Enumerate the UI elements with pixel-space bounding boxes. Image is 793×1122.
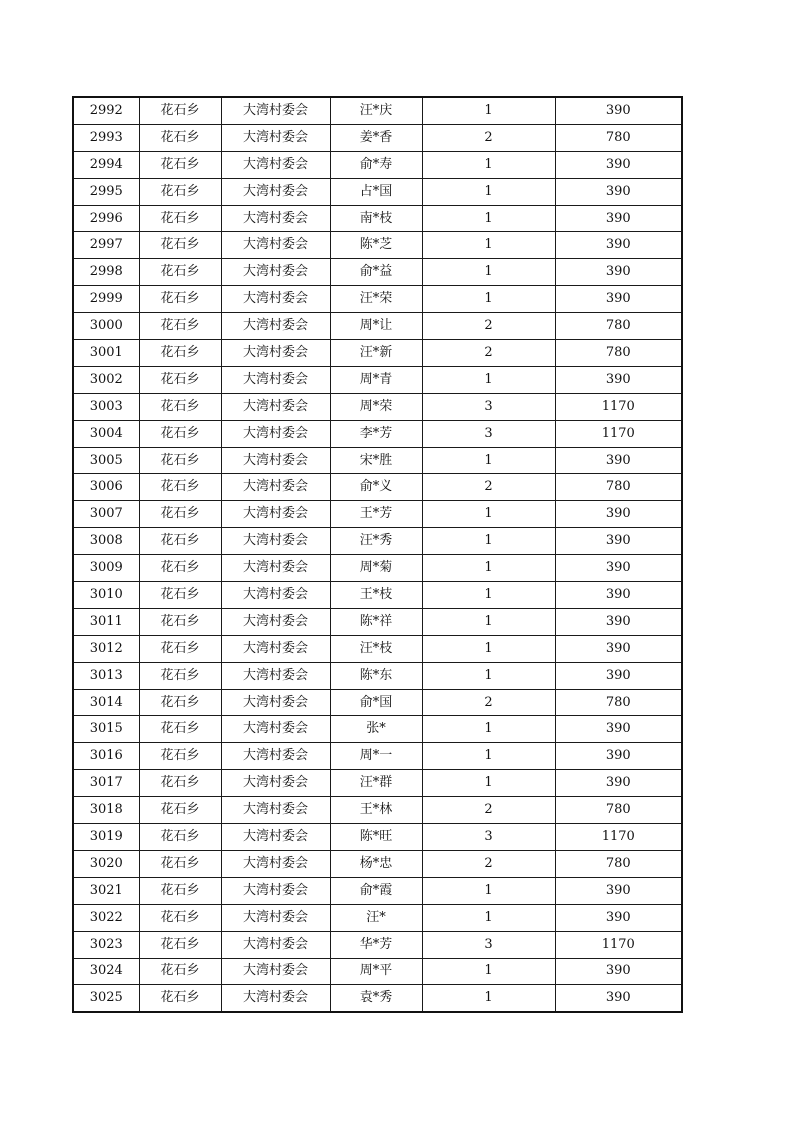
household-count-cell: 2 [422, 850, 555, 877]
name-cell: 俞*国 [330, 689, 422, 716]
village-committee-cell: 大湾村委会 [221, 770, 330, 797]
amount-cell: 390 [555, 743, 682, 770]
name-cell: 周*一 [330, 743, 422, 770]
township-cell: 花石乡 [139, 716, 221, 743]
household-count-cell: 3 [422, 420, 555, 447]
amount-cell: 390 [555, 528, 682, 555]
table-row [73, 151, 682, 178]
township-cell: 花石乡 [139, 877, 221, 904]
household-count-cell: 2 [422, 340, 555, 367]
table-row [73, 608, 682, 635]
township-cell: 花石乡 [139, 97, 221, 124]
table-row [73, 877, 682, 904]
household-count-cell: 1 [422, 555, 555, 582]
table-row [73, 366, 682, 393]
village-committee-cell: 大湾村委会 [221, 474, 330, 501]
township-cell: 花石乡 [139, 178, 221, 205]
table-row [73, 797, 682, 824]
amount-cell: 390 [555, 635, 682, 662]
name-cell: 姜*香 [330, 124, 422, 151]
village-committee-cell: 大湾村委会 [221, 662, 330, 689]
name-cell: 杨*忠 [330, 850, 422, 877]
table-row [73, 259, 682, 286]
village-committee-cell: 大湾村委会 [221, 877, 330, 904]
row-number-cell: 3002 [73, 366, 139, 393]
table-row [73, 850, 682, 877]
name-cell: 张* [330, 716, 422, 743]
household-count-cell: 1 [422, 716, 555, 743]
township-cell: 花石乡 [139, 474, 221, 501]
household-count-cell: 1 [422, 151, 555, 178]
amount-cell: 390 [555, 877, 682, 904]
amount-cell: 1170 [555, 931, 682, 958]
row-number-cell: 3006 [73, 474, 139, 501]
household-count-cell: 1 [422, 178, 555, 205]
village-committee-cell: 大湾村委会 [221, 259, 330, 286]
township-cell: 花石乡 [139, 420, 221, 447]
household-count-cell: 1 [422, 770, 555, 797]
household-count-cell: 1 [422, 904, 555, 931]
row-number-cell: 3016 [73, 743, 139, 770]
amount-cell: 390 [555, 608, 682, 635]
village-committee-cell: 大湾村委会 [221, 205, 330, 232]
amount-cell: 390 [555, 501, 682, 528]
row-number-cell: 3001 [73, 340, 139, 367]
household-count-cell: 1 [422, 662, 555, 689]
name-cell: 周*菊 [330, 555, 422, 582]
township-cell: 花石乡 [139, 286, 221, 313]
name-cell: 汪*秀 [330, 528, 422, 555]
row-number-cell: 3000 [73, 313, 139, 340]
table-row [73, 447, 682, 474]
village-committee-cell: 大湾村委会 [221, 97, 330, 124]
amount-cell: 390 [555, 582, 682, 609]
township-cell: 花石乡 [139, 259, 221, 286]
row-number-cell: 2992 [73, 97, 139, 124]
township-cell: 花石乡 [139, 797, 221, 824]
amount-cell: 390 [555, 904, 682, 931]
village-committee-cell: 大湾村委会 [221, 824, 330, 851]
amount-cell: 390 [555, 366, 682, 393]
name-cell: 李*芳 [330, 420, 422, 447]
household-count-cell: 1 [422, 635, 555, 662]
village-committee-cell: 大湾村委会 [221, 420, 330, 447]
table-row [73, 716, 682, 743]
table-row [73, 931, 682, 958]
row-number-cell: 3024 [73, 958, 139, 985]
household-count-cell: 1 [422, 232, 555, 259]
township-cell: 花石乡 [139, 447, 221, 474]
household-count-cell: 2 [422, 689, 555, 716]
amount-cell: 390 [555, 232, 682, 259]
table-row [73, 985, 682, 1012]
table-row [73, 958, 682, 985]
row-number-cell: 2993 [73, 124, 139, 151]
village-committee-cell: 大湾村委会 [221, 985, 330, 1012]
table-row [73, 313, 682, 340]
township-cell: 花石乡 [139, 635, 221, 662]
household-count-cell: 1 [422, 582, 555, 609]
row-number-cell: 3011 [73, 608, 139, 635]
table-row [73, 689, 682, 716]
row-number-cell: 3007 [73, 501, 139, 528]
township-cell: 花石乡 [139, 528, 221, 555]
amount-cell: 780 [555, 474, 682, 501]
table-row [73, 205, 682, 232]
row-number-cell: 2999 [73, 286, 139, 313]
household-count-cell: 1 [422, 501, 555, 528]
roster-table-body [73, 97, 682, 1012]
row-number-cell: 3013 [73, 662, 139, 689]
row-number-cell: 3021 [73, 877, 139, 904]
township-cell: 花石乡 [139, 958, 221, 985]
amount-cell: 390 [555, 286, 682, 313]
township-cell: 花石乡 [139, 501, 221, 528]
name-cell: 俞*寿 [330, 151, 422, 178]
amount-cell: 390 [555, 447, 682, 474]
household-count-cell: 2 [422, 474, 555, 501]
township-cell: 花石乡 [139, 850, 221, 877]
township-cell: 花石乡 [139, 393, 221, 420]
township-cell: 花石乡 [139, 582, 221, 609]
household-count-cell: 3 [422, 824, 555, 851]
amount-cell: 390 [555, 958, 682, 985]
township-cell: 花石乡 [139, 232, 221, 259]
table-row [73, 286, 682, 313]
household-count-cell: 1 [422, 97, 555, 124]
row-number-cell: 3009 [73, 555, 139, 582]
township-cell: 花石乡 [139, 985, 221, 1012]
village-committee-cell: 大湾村委会 [221, 393, 330, 420]
household-count-cell: 1 [422, 958, 555, 985]
township-cell: 花石乡 [139, 340, 221, 367]
name-cell: 陈*芝 [330, 232, 422, 259]
table-row [73, 555, 682, 582]
table-row [73, 662, 682, 689]
row-number-cell: 3004 [73, 420, 139, 447]
amount-cell: 390 [555, 555, 682, 582]
amount-cell: 390 [555, 259, 682, 286]
village-committee-cell: 大湾村委会 [221, 555, 330, 582]
row-number-cell: 3005 [73, 447, 139, 474]
row-number-cell: 3014 [73, 689, 139, 716]
village-committee-cell: 大湾村委会 [221, 743, 330, 770]
table-row [73, 824, 682, 851]
table-row [73, 97, 682, 124]
village-committee-cell: 大湾村委会 [221, 689, 330, 716]
name-cell: 汪* [330, 904, 422, 931]
village-committee-cell: 大湾村委会 [221, 958, 330, 985]
name-cell: 占*国 [330, 178, 422, 205]
table-row [73, 528, 682, 555]
village-committee-cell: 大湾村委会 [221, 340, 330, 367]
name-cell: 王*枝 [330, 582, 422, 609]
household-count-cell: 3 [422, 931, 555, 958]
amount-cell: 1170 [555, 420, 682, 447]
household-count-cell: 1 [422, 366, 555, 393]
name-cell: 俞*霞 [330, 877, 422, 904]
table-row [73, 340, 682, 367]
row-number-cell: 3023 [73, 931, 139, 958]
roster-table [72, 96, 683, 1013]
table-row [73, 474, 682, 501]
table-row [73, 743, 682, 770]
township-cell: 花石乡 [139, 124, 221, 151]
township-cell: 花石乡 [139, 743, 221, 770]
table-row [73, 770, 682, 797]
row-number-cell: 3022 [73, 904, 139, 931]
amount-cell: 1170 [555, 393, 682, 420]
township-cell: 花石乡 [139, 205, 221, 232]
household-count-cell: 1 [422, 985, 555, 1012]
household-count-cell: 1 [422, 286, 555, 313]
village-committee-cell: 大湾村委会 [221, 501, 330, 528]
village-committee-cell: 大湾村委会 [221, 904, 330, 931]
village-committee-cell: 大湾村委会 [221, 366, 330, 393]
village-committee-cell: 大湾村委会 [221, 447, 330, 474]
village-committee-cell: 大湾村委会 [221, 528, 330, 555]
name-cell: 周*荣 [330, 393, 422, 420]
township-cell: 花石乡 [139, 151, 221, 178]
name-cell: 王*芳 [330, 501, 422, 528]
household-count-cell: 2 [422, 313, 555, 340]
name-cell: 汪*新 [330, 340, 422, 367]
name-cell: 汪*群 [330, 770, 422, 797]
amount-cell: 390 [555, 97, 682, 124]
name-cell: 陈*东 [330, 662, 422, 689]
village-committee-cell: 大湾村委会 [221, 716, 330, 743]
amount-cell: 1170 [555, 824, 682, 851]
amount-cell: 390 [555, 985, 682, 1012]
village-committee-cell: 大湾村委会 [221, 124, 330, 151]
table-row [73, 635, 682, 662]
amount-cell: 780 [555, 850, 682, 877]
village-committee-cell: 大湾村委会 [221, 178, 330, 205]
township-cell: 花石乡 [139, 662, 221, 689]
table-row [73, 178, 682, 205]
name-cell: 南*枝 [330, 205, 422, 232]
table-row [73, 420, 682, 447]
township-cell: 花石乡 [139, 366, 221, 393]
household-count-cell: 1 [422, 877, 555, 904]
township-cell: 花石乡 [139, 770, 221, 797]
row-number-cell: 3025 [73, 985, 139, 1012]
row-number-cell: 2994 [73, 151, 139, 178]
village-committee-cell: 大湾村委会 [221, 232, 330, 259]
amount-cell: 780 [555, 313, 682, 340]
row-number-cell: 3015 [73, 716, 139, 743]
name-cell: 华*芳 [330, 931, 422, 958]
village-committee-cell: 大湾村委会 [221, 151, 330, 178]
row-number-cell: 3019 [73, 824, 139, 851]
table-row [73, 582, 682, 609]
name-cell: 周*平 [330, 958, 422, 985]
name-cell: 宋*胜 [330, 447, 422, 474]
row-number-cell: 3020 [73, 850, 139, 877]
amount-cell: 780 [555, 340, 682, 367]
village-committee-cell: 大湾村委会 [221, 797, 330, 824]
village-committee-cell: 大湾村委会 [221, 931, 330, 958]
township-cell: 花石乡 [139, 608, 221, 635]
household-count-cell: 2 [422, 124, 555, 151]
amount-cell: 780 [555, 689, 682, 716]
village-committee-cell: 大湾村委会 [221, 850, 330, 877]
household-count-cell: 2 [422, 797, 555, 824]
name-cell: 陈*旺 [330, 824, 422, 851]
village-committee-cell: 大湾村委会 [221, 608, 330, 635]
name-cell: 汪*庆 [330, 97, 422, 124]
household-count-cell: 1 [422, 205, 555, 232]
row-number-cell: 3010 [73, 582, 139, 609]
amount-cell: 390 [555, 770, 682, 797]
village-committee-cell: 大湾村委会 [221, 286, 330, 313]
row-number-cell: 3008 [73, 528, 139, 555]
village-committee-cell: 大湾村委会 [221, 582, 330, 609]
table-row [73, 904, 682, 931]
township-cell: 花石乡 [139, 313, 221, 340]
table-row [73, 124, 682, 151]
household-count-cell: 1 [422, 608, 555, 635]
name-cell: 周*让 [330, 313, 422, 340]
township-cell: 花石乡 [139, 555, 221, 582]
household-count-cell: 1 [422, 259, 555, 286]
name-cell: 袁*秀 [330, 985, 422, 1012]
village-committee-cell: 大湾村委会 [221, 313, 330, 340]
name-cell: 汪*荣 [330, 286, 422, 313]
household-count-cell: 1 [422, 743, 555, 770]
row-number-cell: 2998 [73, 259, 139, 286]
row-number-cell: 3017 [73, 770, 139, 797]
name-cell: 陈*祥 [330, 608, 422, 635]
township-cell: 花石乡 [139, 931, 221, 958]
township-cell: 花石乡 [139, 824, 221, 851]
name-cell: 周*青 [330, 366, 422, 393]
name-cell: 俞*益 [330, 259, 422, 286]
household-count-cell: 1 [422, 528, 555, 555]
name-cell: 俞*义 [330, 474, 422, 501]
amount-cell: 780 [555, 797, 682, 824]
row-number-cell: 3003 [73, 393, 139, 420]
row-number-cell: 2996 [73, 205, 139, 232]
household-count-cell: 3 [422, 393, 555, 420]
name-cell: 王*林 [330, 797, 422, 824]
row-number-cell: 2997 [73, 232, 139, 259]
amount-cell: 390 [555, 716, 682, 743]
township-cell: 花石乡 [139, 689, 221, 716]
row-number-cell: 3012 [73, 635, 139, 662]
village-committee-cell: 大湾村委会 [221, 635, 330, 662]
row-number-cell: 2995 [73, 178, 139, 205]
table-row [73, 393, 682, 420]
amount-cell: 390 [555, 662, 682, 689]
amount-cell: 780 [555, 124, 682, 151]
household-count-cell: 1 [422, 447, 555, 474]
amount-cell: 390 [555, 178, 682, 205]
township-cell: 花石乡 [139, 904, 221, 931]
table-row [73, 232, 682, 259]
name-cell: 汪*枝 [330, 635, 422, 662]
amount-cell: 390 [555, 151, 682, 178]
amount-cell: 390 [555, 205, 682, 232]
table-row [73, 501, 682, 528]
row-number-cell: 3018 [73, 797, 139, 824]
